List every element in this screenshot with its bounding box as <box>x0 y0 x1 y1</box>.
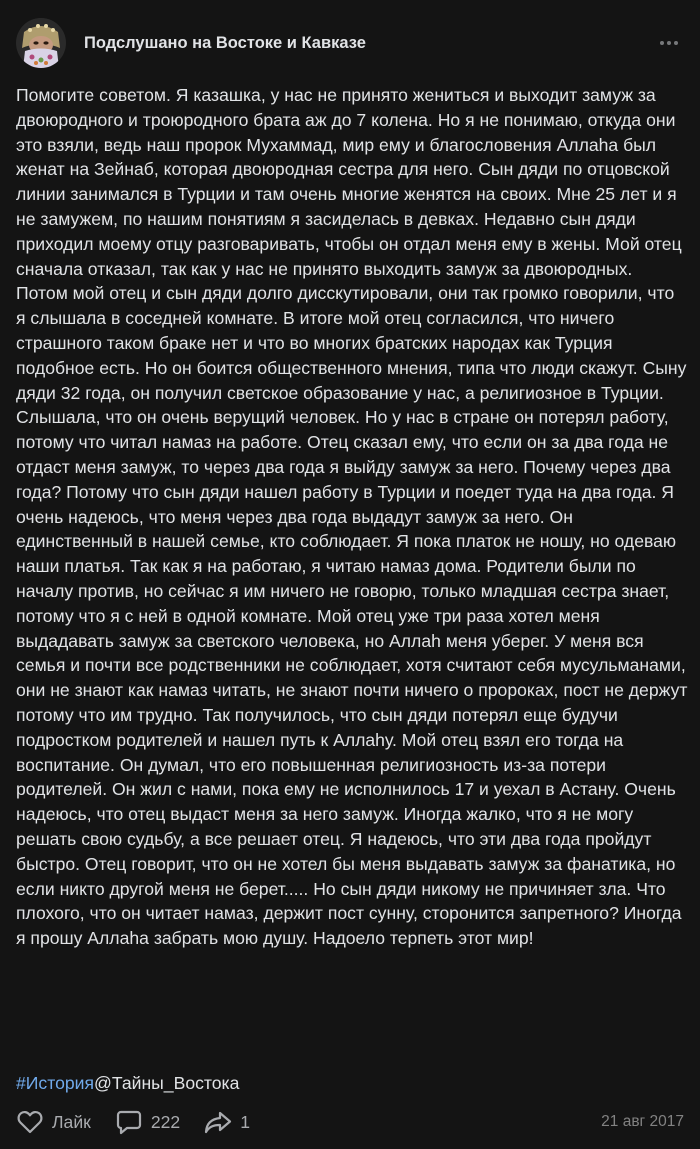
heart-icon <box>16 1108 44 1136</box>
post-date[interactable]: 21 авг 2017 <box>601 1113 684 1130</box>
avatar[interactable] <box>16 18 66 68</box>
more-dots-icon <box>659 40 679 46</box>
hashtag-suffix: @Тайны_Востока <box>94 1073 240 1093</box>
shares-count: 1 <box>240 1111 251 1132</box>
post-header <box>16 18 684 68</box>
more-options-button[interactable] <box>654 28 684 58</box>
hashtag-link[interactable]: #История <box>16 1073 95 1093</box>
comment-icon <box>115 1108 143 1136</box>
author-name[interactable]: Подслушано на Востоке и Кавказе <box>84 33 366 52</box>
like-button[interactable] <box>16 1108 91 1136</box>
avatar-image <box>16 18 66 68</box>
share-arrow-icon <box>204 1108 232 1136</box>
share-button[interactable] <box>204 1108 250 1136</box>
post-tags <box>16 1071 239 1095</box>
like-label: Лайк <box>52 1111 91 1132</box>
post-actions <box>16 1106 684 1138</box>
comments-count: 222 <box>150 1111 181 1132</box>
post-text: Помогите советом. Я казашка, у нас не принято жениться и выходит замуж за двоюродного и троюродного брата аж до 7 колена. Но я не понимаю, откуда они это взяли, ведь наш пророк Мухаммад, мир ему и благословения Аллаhа был женат на Зейнаб, которая двоюродная сестра для него. Сын дяди по отцовской линии занимался в Турции и там очень многие женятся на своих. Мне 25 лет и я не замужем, по нашим понятиям я засиделась в девках. Недавно сын дяди приходил моему отцу разговаривать, чтобы он отдал меня ему в жены. Мой отец сначала отказал, так как у нас не принято выходить замуж за двоюродных. Потом мой отец и сын дяди долго дисскутировали, они так громко говорили, что я слышала в соседней комнате. В итоге мой отец согласился, что ничего страшного таком браке нет и что во многих братских народах как Турция подобное есть. Но он боится общественного мнения, типа что люди скажут. Сыну дяди 32 года, он получил светское образование у нас, а религиозное в Турции. Слышала, что он очень верущий человек. Но у нас в стране он потерял работу, потому что читал намаз на работе. Отец сказал ему, что если он за два года не отдаст меня замуж, то через два года я выйду замуж за него. Почему через два года? Потому что сын дяди нашел работу в Турции и поедет туда на два года. Я очень надеюсь, что меня через два года выдадут замуж за него. Он единственный в нашей семье, кто соблюдает. Я пока платок не ношу, но одеваю наши платья. Так как я на работаю, я читаю намаз дома. Родители были по началу против, но сейчас я им ничего не говорю, только младшая сестра знает, потому что я с ней в одной комнате. Мой отец уже три раза хотел меня выдадавать замуж за светского человека, но Аллаh меня уберег. У меня вся семья и почти все родственники не соблюдает, хотя считают себя мусульманами, они не знают как намаз читать, не знают почти ничего о пророках, пост не держут потому что им трудно. Так получилось, что сын дяди потерял еще будучи подростком родителей и нашел путь к Аллаhу. Мой отец взял его тогда на воспитание. Он думал, что его повышенная религиозность из-за потери родителей. Он жил с нами, пока ему не исполнилось 17 и уехал в Астану. Очень надеюсь, что отец выдаст меня за него замуж. Иногда жалко, что я не могу решать свою судьбу, а все решает отец. Я надеюсь, что эти два года пройдут быстро. Отец говорит, что он не хотел бы меня выдавать замуж за фанатика, но если никто другой меня не берет..... Но сын дяди никому не причиняет зла. Что плохого, что он читает намаз, держит пост сунну, сторонится запретного? Иногда я прошу Аллаhа забрать мою душу. Надоело терпеть этот мир! <box>16 85 688 949</box>
comment-button[interactable] <box>115 1108 180 1136</box>
